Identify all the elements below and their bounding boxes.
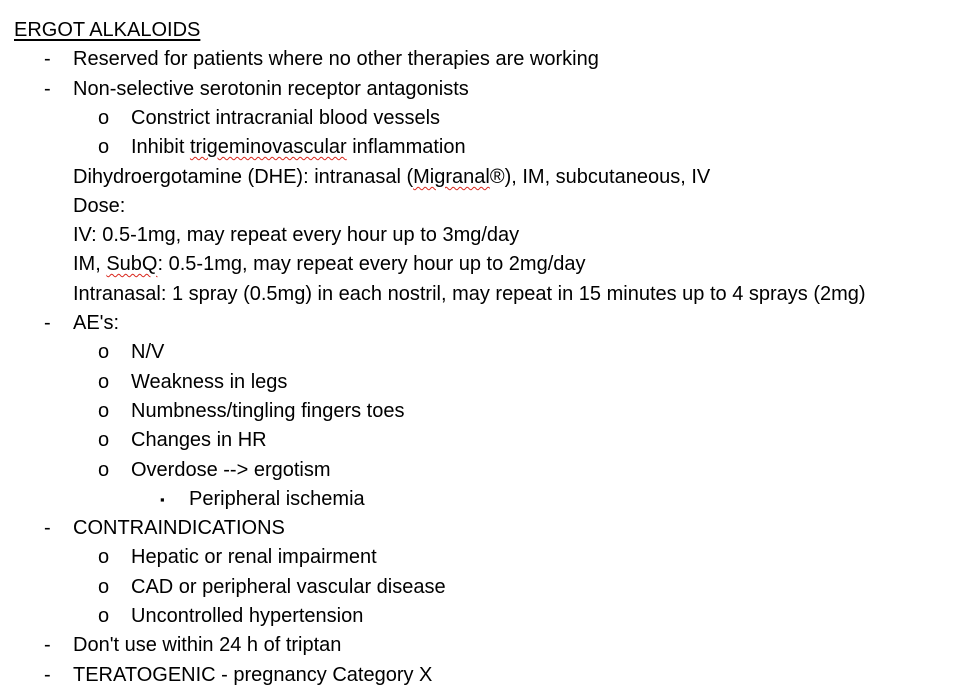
outline-line <box>0 485 969 514</box>
line-text <box>73 192 125 221</box>
outline-line <box>0 573 969 602</box>
circle-bullet: o <box>98 400 110 422</box>
text-segment: Hepatic or renal impairment <box>131 546 377 568</box>
misspelled-word: trigeminovascular <box>189 136 347 158</box>
misspelled-word: SubQ <box>106 253 158 275</box>
circle-bullet: o <box>98 136 110 158</box>
outline-line <box>0 602 969 631</box>
line-text <box>73 631 341 660</box>
line-text <box>73 661 432 690</box>
line-text <box>131 543 377 572</box>
outline-line <box>0 192 969 221</box>
line-text <box>73 514 285 543</box>
line-text <box>73 250 586 279</box>
document-heading <box>0 16 969 45</box>
text-segment: Intranasal: 1 spray (0.5mg) in each nostril, may repeat in 15 minutes up to 4 sprays (2mg) <box>73 283 866 305</box>
outline-line <box>0 45 969 74</box>
line-text <box>73 45 599 74</box>
text-segment: Don't use within 24 h of triptan <box>73 634 342 656</box>
dash-bullet: - <box>44 634 51 656</box>
text-segment: TERATOGENIC - pregnancy Category X <box>73 664 433 686</box>
line-text <box>131 397 404 426</box>
outline-line <box>0 514 969 543</box>
text-segment: Dihydroergotamine (DHE): intranasal ( <box>73 166 414 188</box>
text-segment: ®), IM, subcutaneous, IV <box>489 166 711 188</box>
outline-line <box>0 397 969 426</box>
outline-line <box>0 75 969 104</box>
circle-bullet: o <box>98 576 110 598</box>
outline-line <box>0 221 969 250</box>
square-bullet: ▪ <box>160 492 165 507</box>
line-text <box>131 133 466 162</box>
circle-bullet: o <box>98 459 110 481</box>
outline-line <box>0 104 969 133</box>
circle-bullet: o <box>98 341 110 363</box>
line-text <box>73 280 866 309</box>
circle-bullet: o <box>98 605 110 627</box>
line-text <box>131 573 446 602</box>
text-segment: Peripheral ischemia <box>189 488 365 510</box>
outline-line <box>0 426 969 455</box>
line-text <box>131 602 363 631</box>
dash-bullet: - <box>44 664 51 686</box>
dash-bullet: - <box>44 517 51 539</box>
text-segment: Non-selective serotonin receptor antagonists <box>73 78 469 100</box>
text-segment: Numbness/tingling fingers toes <box>131 400 405 422</box>
text-segment: : 0.5-1mg, may repeat every hour up to 2mg/day <box>157 253 586 275</box>
text-segment: ERGOT ALKALOIDS <box>14 19 201 41</box>
text-segment: Uncontrolled hypertension <box>131 605 364 627</box>
outline-line <box>0 338 969 367</box>
text-segment: Reserved for patients where no other therapies are working <box>73 48 599 70</box>
dash-bullet: - <box>44 48 51 70</box>
text-segment: N/V <box>131 341 165 363</box>
misspelled-word: Migranal <box>413 166 490 188</box>
outline-line <box>0 456 969 485</box>
text-segment: Dose: <box>73 195 126 217</box>
line-text <box>131 426 267 455</box>
text-segment: IM, <box>73 253 107 275</box>
text-segment: Inhibit <box>131 136 190 158</box>
line-text <box>131 104 440 133</box>
line-text <box>73 75 469 104</box>
dash-bullet: - <box>44 78 51 100</box>
outline-line <box>0 368 969 397</box>
outline-line <box>0 661 969 690</box>
outline-line <box>0 133 969 162</box>
circle-bullet: o <box>98 371 110 393</box>
outline-line <box>0 543 969 572</box>
text-segment: inflammation <box>346 136 466 158</box>
outline-line <box>0 309 969 338</box>
line-text <box>73 163 710 192</box>
text-segment: Constrict intracranial blood vessels <box>131 107 441 129</box>
line-text <box>73 309 119 338</box>
line-text <box>189 485 365 514</box>
circle-bullet: o <box>98 546 110 568</box>
line-text <box>131 368 287 397</box>
outline-line <box>0 280 969 309</box>
text-segment: AE's: <box>73 312 120 334</box>
text-segment: Changes in HR <box>131 429 267 451</box>
text-segment: IV: 0.5-1mg, may repeat every hour up to 3mg/day <box>73 224 520 246</box>
text-segment: Weakness in legs <box>131 371 288 393</box>
circle-bullet: o <box>98 107 110 129</box>
outline-line <box>0 250 969 279</box>
line-text <box>131 456 331 485</box>
outline-line <box>0 631 969 660</box>
text-segment: CONTRAINDICATIONS <box>73 517 285 539</box>
circle-bullet: o <box>98 429 110 451</box>
outline-line <box>0 163 969 192</box>
line-text <box>73 221 519 250</box>
heading-text <box>14 16 200 45</box>
dash-bullet: - <box>44 312 51 334</box>
text-segment: Overdose --> ergotism <box>131 459 331 481</box>
line-text <box>131 338 164 367</box>
text-segment: CAD or peripheral vascular disease <box>131 576 446 598</box>
